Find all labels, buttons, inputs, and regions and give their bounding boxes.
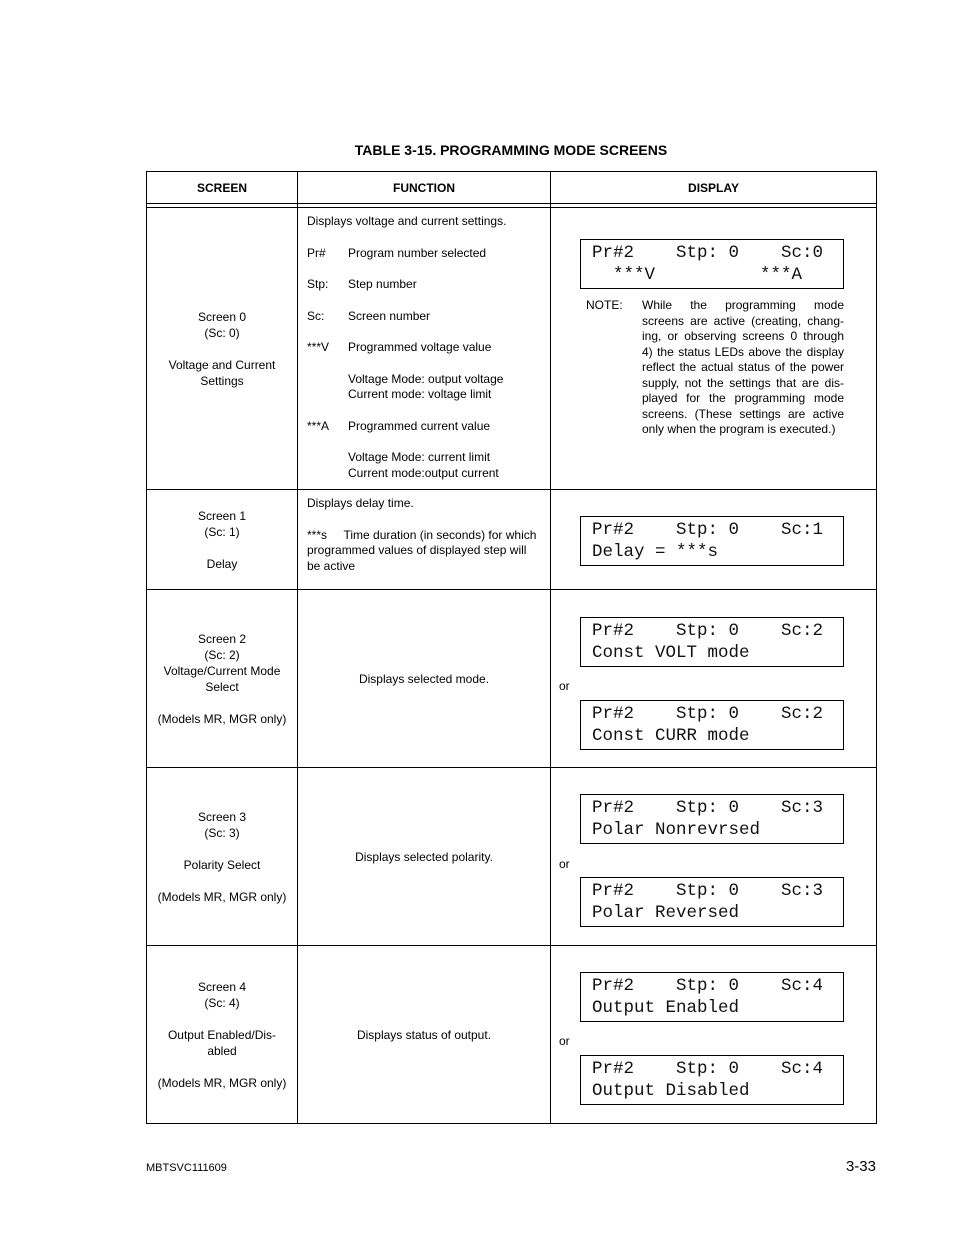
screen-cell: Screen 0 (Sc: 0) Voltage and Current Settings bbox=[147, 208, 298, 490]
lcd-display: Pr#2 Stp: 0 Sc:4 Output Enabled bbox=[580, 972, 844, 1022]
header-function: FUNCTION bbox=[298, 172, 551, 204]
lcd-display: Pr#2 Stp: 0 Sc:4 Output Disabled bbox=[580, 1055, 844, 1105]
table-row bbox=[147, 946, 877, 1124]
display-cell bbox=[551, 208, 877, 490]
display-cell bbox=[551, 946, 877, 1124]
header-display: DISPLAY bbox=[551, 172, 877, 204]
function-cell: Displays voltage and current settings. Pr# Program number selected Stp: Step number Sc: Screen number ***V Programmed voltage value Voltage Mode: output voltage Current mode: voltage limit ***A Programmed current value Voltage Mode: current limit Current mode:output current bbox=[298, 208, 551, 490]
table-row bbox=[147, 590, 877, 768]
display-cell bbox=[551, 590, 877, 768]
lcd-display: Pr#2 Stp: 0 Sc:3 Polar Nonrevrsed bbox=[580, 794, 844, 844]
doc-id: MBTSVC111609 bbox=[146, 1162, 227, 1174]
function-cell: Displays delay time. ***s Time duration (in seconds) for which programmed values of displayed step will be active bbox=[298, 490, 551, 590]
function-cell: Displays selected mode. bbox=[298, 590, 551, 768]
programming-mode-table bbox=[146, 171, 877, 1124]
or-label: or bbox=[559, 857, 570, 871]
or-label: or bbox=[559, 1034, 570, 1048]
screen-cell: Screen 2 (Sc: 2) Voltage/Current Mode Select (Models MR, MGR only) bbox=[147, 590, 298, 768]
screen-cell: Screen 3 (Sc: 3) Polarity Select (Models MR, MGR only) bbox=[147, 768, 298, 946]
function-intro: Displays voltage and current settings. bbox=[307, 214, 507, 228]
function-cell: Displays selected polarity. bbox=[298, 768, 551, 946]
screen-cell: Screen 4 (Sc: 4) Output Enabled/Dis- abled (Models MR, MGR only) bbox=[147, 946, 298, 1124]
table-row bbox=[147, 208, 877, 490]
note: NOTE: While the programming mode screens are active (creating, chang-ing, or observing screens 0 through 4) the status LEDs above the display reflect the actual status of the power supply, not the settings that are dis-played for the programming mode screens. (These settings are active only when the program is executed.) bbox=[586, 298, 844, 436]
function-cell: Displays status of output. bbox=[298, 946, 551, 1124]
display-cell bbox=[551, 768, 877, 946]
lcd-display: Pr#2 Stp: 0 Sc:2 Const VOLT mode bbox=[580, 617, 844, 667]
lcd-display: Pr#2 Stp: 0 Sc:0 ***V ***A bbox=[580, 239, 844, 289]
page-number: 3-33 bbox=[845, 1158, 876, 1175]
lcd-display: Pr#2 Stp: 0 Sc:3 Polar Reversed bbox=[580, 877, 844, 927]
or-label: or bbox=[559, 679, 570, 693]
display-cell bbox=[551, 490, 877, 590]
lcd-display: Pr#2 Stp: 0 Sc:2 Const CURR mode bbox=[580, 700, 844, 750]
lcd-display: Pr#2 Stp: 0 Sc:1 Delay = ***s bbox=[580, 516, 844, 566]
table-row bbox=[147, 490, 877, 590]
header-screen: SCREEN bbox=[147, 172, 298, 204]
table-title: TABLE 3-15. PROGRAMMING MODE SCREENS bbox=[354, 142, 668, 158]
table-row bbox=[147, 768, 877, 946]
screen-cell: Screen 1 (Sc: 1) Delay bbox=[147, 490, 298, 590]
